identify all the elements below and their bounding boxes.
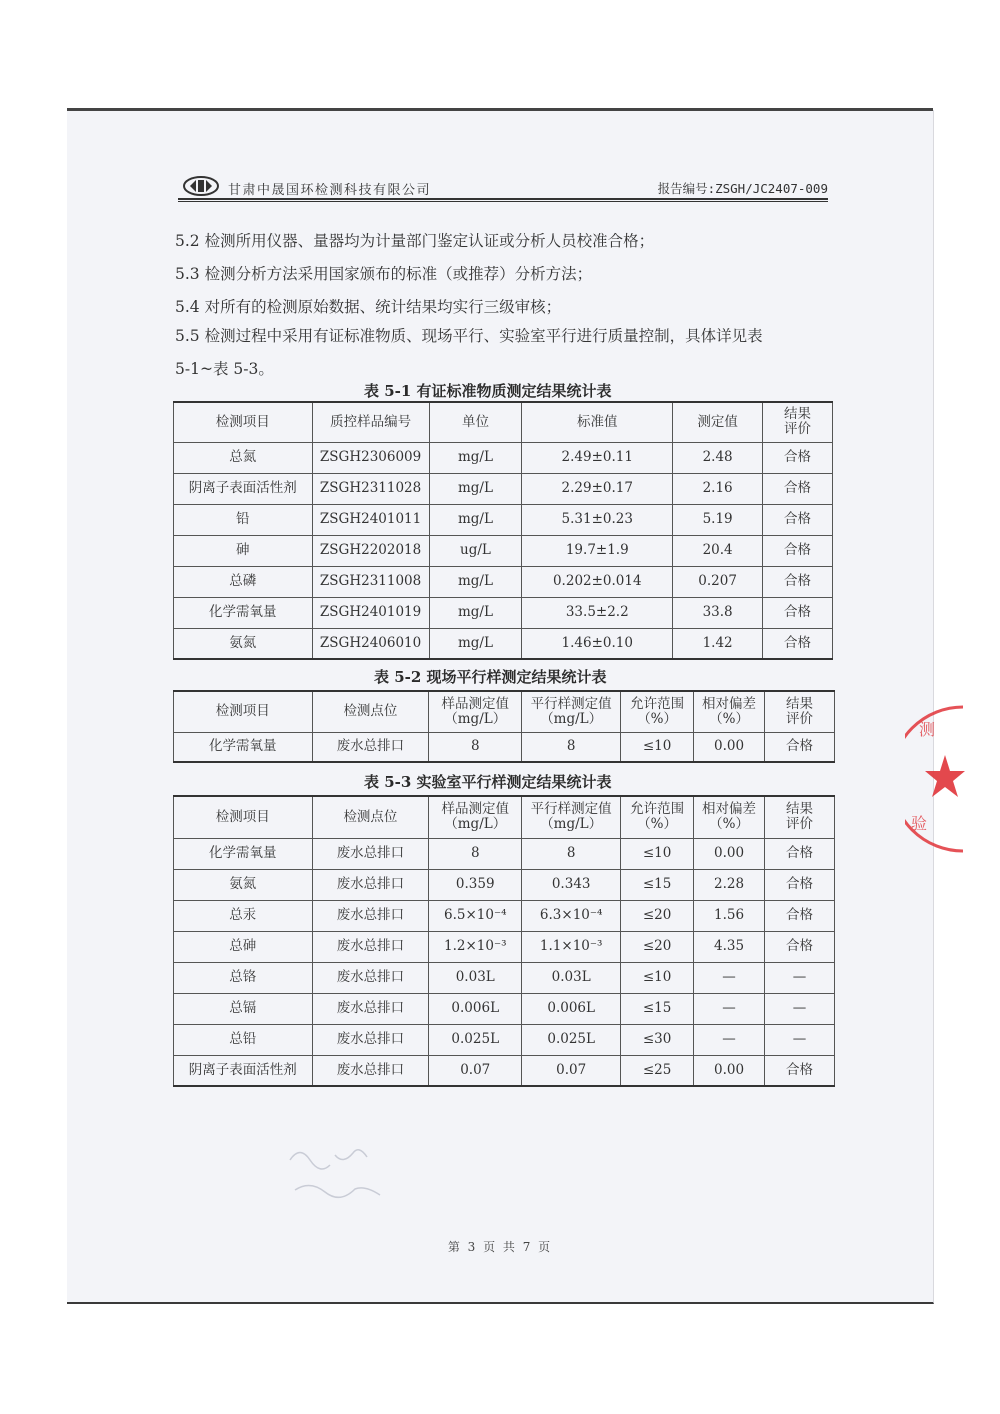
table1-cell: 2.16 — [673, 473, 763, 504]
table3-cell: — — [694, 1024, 765, 1055]
table1-cell: 20.4 — [673, 535, 763, 566]
table3-cell: 0.359 — [429, 869, 522, 900]
table3-cell: 合格 — [765, 1055, 835, 1086]
table3-cell: — — [765, 962, 835, 993]
table3-cell: — — [765, 993, 835, 1024]
table1-cell: ZSGH2311008 — [312, 566, 429, 597]
table3-header: 相对偏差（%） — [694, 796, 765, 838]
table1-cell: 总氮 — [174, 442, 313, 473]
table1-cell: 2.49±0.11 — [522, 442, 673, 473]
table3-cell: 1.1×10⁻³ — [522, 931, 621, 962]
table3-cell: — — [765, 1024, 835, 1055]
table1-cell: 5.31±0.23 — [522, 504, 673, 535]
table3-row — [174, 869, 835, 900]
table3-header-row — [174, 796, 835, 838]
table3-title: 表 5-3 实验室平行样测定结果统计表 — [364, 773, 612, 791]
table2-cell: 废水总排口 — [312, 732, 429, 762]
table1-cell: 氨氮 — [174, 628, 313, 659]
table1-cell: mg/L — [429, 504, 522, 535]
table3-cell: 0.00 — [694, 838, 765, 869]
table3-cell: 氨氮 — [174, 869, 313, 900]
table3-cell: 总铬 — [174, 962, 313, 993]
table1-cell: 5.19 — [673, 504, 763, 535]
table1-cell: 化学需氧量 — [174, 597, 313, 628]
table1-cell: 2.48 — [673, 442, 763, 473]
table3-row — [174, 1024, 835, 1055]
table1-cell: 合格 — [763, 597, 833, 628]
paragraph-5-4: 5.4 对所有的检测原始数据、统计结果均实行三级审核； — [175, 298, 562, 316]
table2-header: 平行样测定值（mg/L） — [522, 691, 621, 732]
table2-cell: 8 — [429, 732, 522, 762]
table3-header: 允许范围（%） — [621, 796, 694, 838]
table1-cell: 合格 — [763, 566, 833, 597]
table2-header-row — [174, 691, 835, 732]
table2-cell: 合格 — [765, 732, 835, 762]
table3-cell: 0.07 — [429, 1055, 522, 1086]
table3-cell: 0.03L — [429, 962, 522, 993]
table3-cell: 废水总排口 — [312, 869, 429, 900]
table3-cell: 总汞 — [174, 900, 313, 931]
table3 — [173, 795, 835, 1087]
table3-cell: 废水总排口 — [312, 900, 429, 931]
table3-cell: ≤15 — [621, 869, 694, 900]
table3-cell: 8 — [522, 838, 621, 869]
table3-cell: 合格 — [765, 900, 835, 931]
table3-cell: 0.006L — [429, 993, 522, 1024]
table1-row — [174, 597, 833, 628]
table1-title: 表 5-1 有证标准物质测定结果统计表 — [364, 382, 612, 400]
paragraph-5-5-cont: 5-1~表 5-3。 — [175, 360, 274, 378]
table2-cell: 化学需氧量 — [174, 732, 313, 762]
table3-cell: 8 — [429, 838, 522, 869]
table3-cell: ≤20 — [621, 931, 694, 962]
table2-cell: ≤10 — [621, 732, 694, 762]
handwritten-signature — [285, 1140, 405, 1210]
table1-cell: 合格 — [763, 535, 833, 566]
table2 — [173, 690, 835, 763]
table2-header: 允许范围（%） — [621, 691, 694, 732]
table1-cell: ZSGH2306009 — [312, 442, 429, 473]
table3-cell: 0.025L — [429, 1024, 522, 1055]
header-rule — [178, 198, 828, 200]
table1-cell: 1.42 — [673, 628, 763, 659]
table3-cell: 阴离子表面活性剂 — [174, 1055, 313, 1086]
table3-cell: 废水总排口 — [312, 1024, 429, 1055]
table1-header: 测定值 — [673, 402, 763, 442]
table1-cell: ug/L — [429, 535, 522, 566]
table3-cell: 1.2×10⁻³ — [429, 931, 522, 962]
table3-cell: 废水总排口 — [312, 962, 429, 993]
company-name: 甘肃中晟国环检测科技有限公司 — [228, 183, 432, 198]
table1-cell: ZSGH2401019 — [312, 597, 429, 628]
table3-cell: 0.343 — [522, 869, 621, 900]
table2-title: 表 5-2 现场平行样测定结果统计表 — [374, 668, 607, 686]
table3-cell: 总砷 — [174, 931, 313, 962]
table3-cell: 总铅 — [174, 1024, 313, 1055]
table1-header: 结果评价 — [763, 402, 833, 442]
table1-cell: 2.29±0.17 — [522, 473, 673, 504]
table3-cell: 废水总排口 — [312, 931, 429, 962]
table1-cell: mg/L — [429, 442, 522, 473]
table1-cell: ZSGH2406010 — [312, 628, 429, 659]
table3-cell: 0.03L — [522, 962, 621, 993]
report-number: 报告编号:ZSGH/JC2407-009 — [657, 181, 828, 196]
table3-row — [174, 900, 835, 931]
table1-cell: 33.5±2.2 — [522, 597, 673, 628]
table1-header: 检测项目 — [174, 402, 313, 442]
table1-row — [174, 628, 833, 659]
table3-cell: ≤10 — [621, 838, 694, 869]
table3-cell: 0.006L — [522, 993, 621, 1024]
table1-cell: 合格 — [763, 473, 833, 504]
table3-cell: ≤25 — [621, 1055, 694, 1086]
table1-row — [174, 535, 833, 566]
table3-cell: 合格 — [765, 931, 835, 962]
table1-cell: 总磷 — [174, 566, 313, 597]
table3-cell: 1.56 — [694, 900, 765, 931]
table1-row — [174, 566, 833, 597]
table1-header-row — [174, 402, 833, 442]
table3-cell: 0.025L — [522, 1024, 621, 1055]
table3-cell: ≤15 — [621, 993, 694, 1024]
table1-cell: 0.207 — [673, 566, 763, 597]
table2-header: 检测点位 — [312, 691, 429, 732]
table1-header: 质控样品编号 — [312, 402, 429, 442]
table3-cell: 废水总排口 — [312, 838, 429, 869]
table1-cell: mg/L — [429, 566, 522, 597]
table3-cell: 废水总排口 — [312, 993, 429, 1024]
table2-header: 样品测定值（mg/L） — [429, 691, 522, 732]
table3-row — [174, 838, 835, 869]
table3-header: 检测项目 — [174, 796, 313, 838]
table3-cell: — — [694, 993, 765, 1024]
table1-cell: 砷 — [174, 535, 313, 566]
table3-cell: 6.5×10⁻⁴ — [429, 900, 522, 931]
table3-cell: 2.28 — [694, 869, 765, 900]
table1-cell: 0.202±0.014 — [522, 566, 673, 597]
table3-cell: 4.35 — [694, 931, 765, 962]
table1 — [173, 401, 833, 660]
table1-cell: ZSGH2401011 — [312, 504, 429, 535]
table1-cell: 阴离子表面活性剂 — [174, 473, 313, 504]
table1-cell: mg/L — [429, 597, 522, 628]
table1-cell: 合格 — [763, 504, 833, 535]
table3-header: 样品测定值（mg/L） — [429, 796, 522, 838]
paragraph-5-5: 5.5 检测过程中采用有证标准物质、现场平行、实验室平行进行质量控制，具体详见表 — [175, 327, 763, 345]
table3-row — [174, 931, 835, 962]
table3-cell: ≤20 — [621, 900, 694, 931]
table3-cell: ≤10 — [621, 962, 694, 993]
table2-header: 检测项目 — [174, 691, 313, 732]
table3-cell: 化学需氧量 — [174, 838, 313, 869]
table1-cell: mg/L — [429, 473, 522, 504]
company-logo-icon — [182, 176, 220, 196]
paragraph-5-2: 5.2 检测所用仪器、量器均为计量部门鉴定认证或分析人员校准合格； — [175, 232, 655, 250]
table1-cell: ZSGH2311028 — [312, 473, 429, 504]
table3-header: 检测点位 — [312, 796, 429, 838]
paragraph-5-3: 5.3 检测分析方法采用国家颁布的标准（或推荐）分析方法； — [175, 265, 593, 283]
table2-header: 结果评价 — [765, 691, 835, 732]
table3-row — [174, 962, 835, 993]
table1-row — [174, 442, 833, 473]
page-footer: 第 3 页 共 7 页 — [447, 1240, 553, 1254]
table1-row — [174, 473, 833, 504]
table1-cell: mg/L — [429, 628, 522, 659]
table3-row — [174, 1055, 835, 1086]
scan-top-edge — [67, 108, 933, 111]
table3-row — [174, 993, 835, 1024]
table3-cell: 废水总排口 — [312, 1055, 429, 1086]
svg-text:验: 验 — [911, 814, 928, 833]
table1-cell: 1.46±0.10 — [522, 628, 673, 659]
table2-header: 相对偏差（%） — [694, 691, 765, 732]
table1-cell: ZSGH2202018 — [312, 535, 429, 566]
table3-cell: 合格 — [765, 869, 835, 900]
table1-cell: 合格 — [763, 628, 833, 659]
table2-cell: 8 — [522, 732, 621, 762]
table3-cell: 0.00 — [694, 1055, 765, 1086]
table3-header: 平行样测定值（mg/L） — [522, 796, 621, 838]
table3-cell: 0.07 — [522, 1055, 621, 1086]
table1-row — [174, 504, 833, 535]
table3-cell: 总镉 — [174, 993, 313, 1024]
table2-row — [174, 732, 835, 762]
table3-cell: — — [694, 962, 765, 993]
header-rule-thin — [178, 201, 828, 202]
table1-cell: 33.8 — [673, 597, 763, 628]
table1-cell: 铅 — [174, 504, 313, 535]
table1-header: 单位 — [429, 402, 522, 442]
table3-cell: 6.3×10⁻⁴ — [522, 900, 621, 931]
table1-cell: 19.7±1.9 — [522, 535, 673, 566]
table1-cell: 合格 — [763, 442, 833, 473]
table3-cell: ≤30 — [621, 1024, 694, 1055]
page-header — [178, 176, 828, 200]
table3-cell: 合格 — [765, 838, 835, 869]
inspection-stamp — [905, 705, 965, 855]
table1-header: 标准值 — [522, 402, 673, 442]
table2-cell: 0.00 — [694, 732, 765, 762]
table3-header: 结果评价 — [765, 796, 835, 838]
svg-text:测: 测 — [919, 720, 936, 739]
